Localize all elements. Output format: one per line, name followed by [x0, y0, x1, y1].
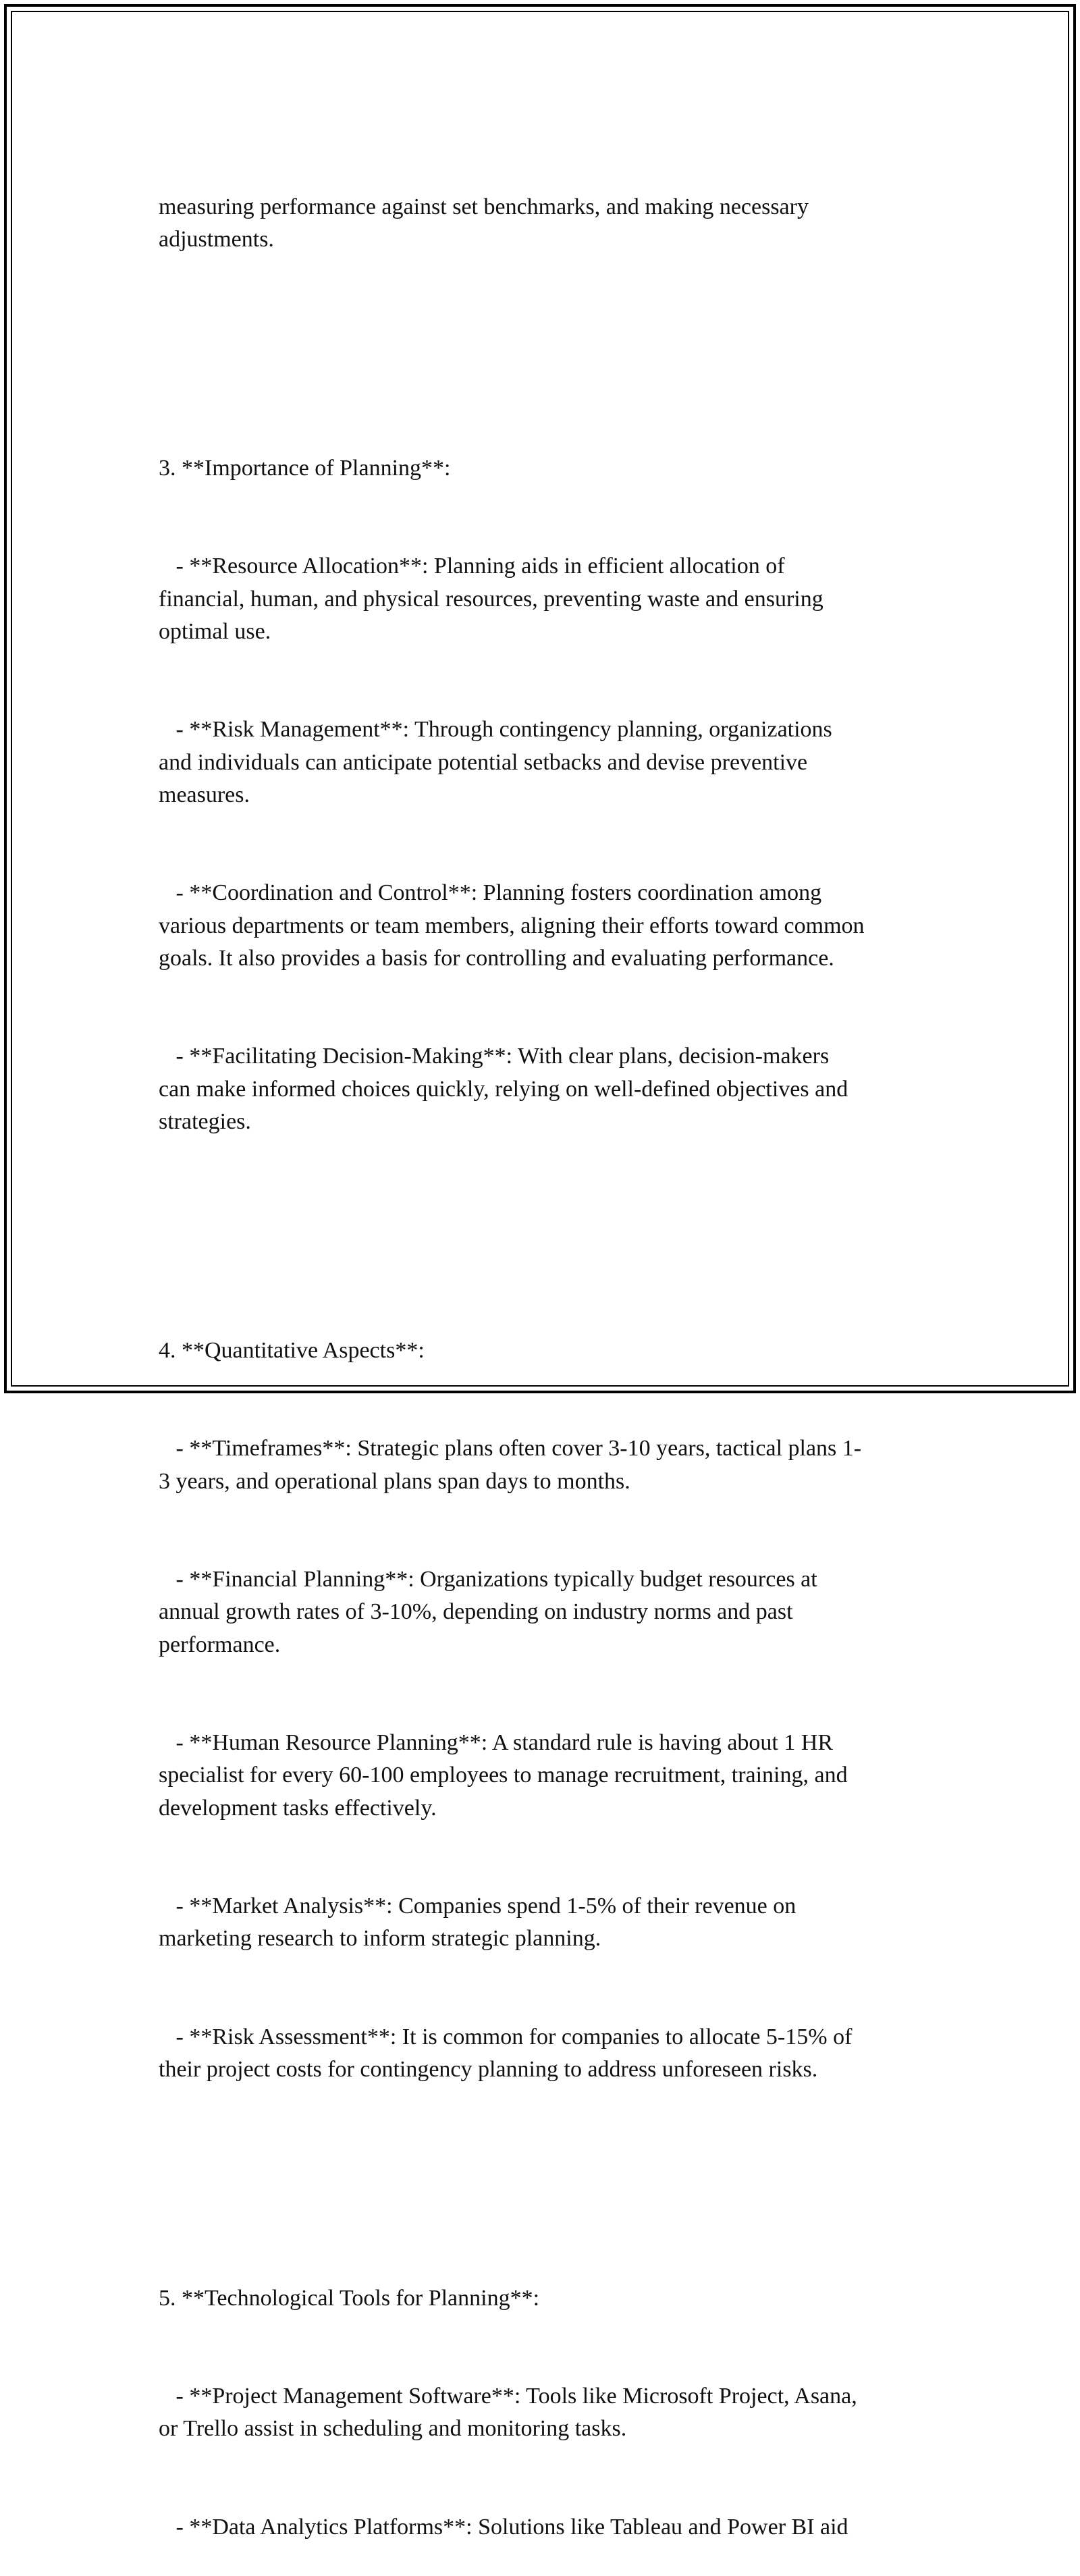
section-3-bullet: - **Risk Management**: Through contingency planning, organizations and individuals can anticipate potential setbacks and devise preventive measures.: [159, 717, 832, 808]
section-5-bullet: - **Project Management Software**: Tools like Microsoft Project, Asana, or Trello assist in scheduling and monitoring tasks.: [159, 2383, 857, 2442]
section-4-bullet: - **Market Analysis**: Companies spend 1-5% of their revenue on marketing research to inform strategic planning.: [159, 1893, 796, 1952]
blank-line: [159, 321, 932, 354]
section-5-heading: 5. **Technological Tools for Planning**:: [159, 2285, 540, 2311]
blank-line: [159, 2151, 932, 2184]
document-body: [159, 126, 932, 2576]
section-5-bullet: - **Data Analytics Platforms**: Solutions like Tableau and Power BI aid: [159, 2514, 848, 2540]
intro-paragraph: measuring performance against set benchmarks, and making necessary adjustments.: [159, 194, 809, 252]
section-3-bullet: - **Resource Allocation**: Planning aids in efficient allocation of financial, human, and physical resources, preventing waste and ensuring optimal use.: [159, 554, 824, 645]
section-4-heading: 4. **Quantitative Aspects**:: [159, 1338, 425, 1363]
section-3-bullet: - **Coordination and Control**: Planning fosters coordination among various departments or team members, aligning their efforts toward common goals. It also provides a basis for controlling and evaluating performance.: [159, 880, 865, 971]
blank-line: [159, 1204, 932, 1236]
section-4-bullet: - **Human Resource Planning**: A standard rule is having about 1 HR specialist for every 60-100 employees to manage recruitment, training, and development tasks effectively.: [159, 1729, 848, 1821]
section-4-bullet: - **Timeframes**: Strategic plans often cover 3-10 years, tactical plans 1- 3 years, and operational plans span days to months.: [159, 1436, 862, 1494]
section-3-heading: 3. **Importance of Planning**:: [159, 456, 451, 481]
section-4-bullet: - **Risk Assessment**: It is common for companies to allocate 5-15% of their project costs for contingency planning to address unforeseen risks.: [159, 2024, 853, 2082]
section-4-bullet: - **Financial Planning**: Organizations typically budget resources at annual growth rates of 3-10%, depending on industry norms and past performance.: [159, 1566, 817, 1657]
section-3-bullet: - **Facilitating Decision-Making**: With clear plans, decision-makers can make informed choices quickly, relying on well-defined objectives and strategies.: [159, 1044, 848, 1135]
